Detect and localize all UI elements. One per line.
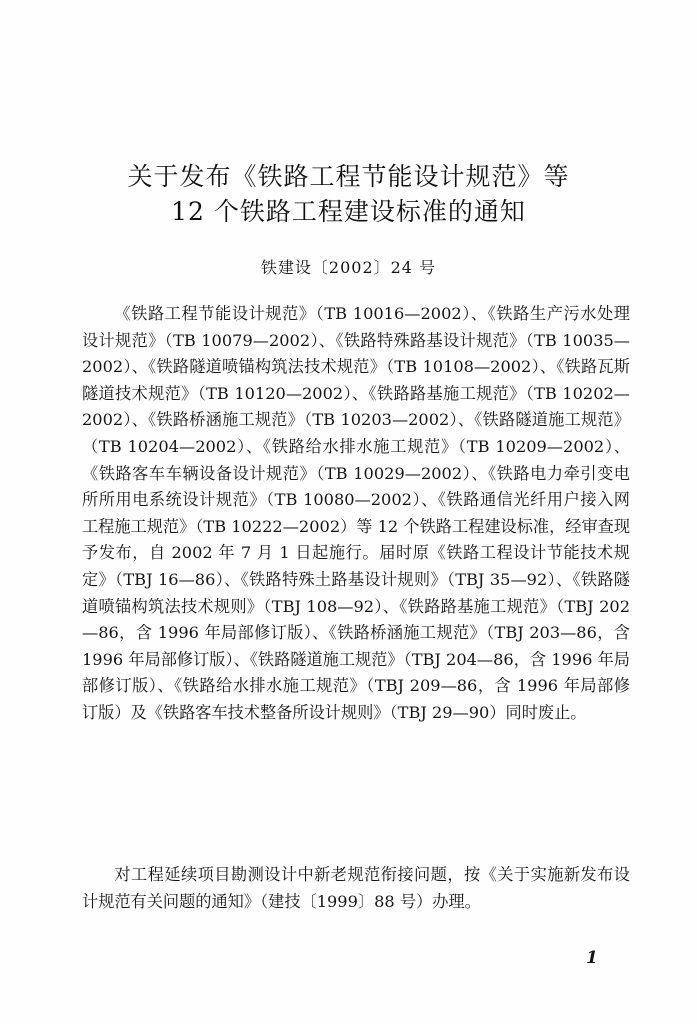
body-paragraph-1: 《铁路工程节能设计规范》（TB 10016—2002）、《铁路生产污水处理设计规范》（TB 10079—2002）、《铁路特殊路基设计规范》（TB 10035—2002）、《铁路隧道喷锚构筑法技术规范》（TB 10108—2002）、《铁路瓦斯隧道技术规范》（TB 10120—2002）、《铁路路基施工规范》（TB 10202—2002）、《铁路桥涵施工规范》（TB 10203—2002）、《铁路隧道施工规范》（TB 10204—2002）、《铁路给水排水施工规范》（TB 10209—2002）、《铁路客车车辆设备设计规范》（TB 10029—2002）、《铁路电力牵引变电所所用电系统设计规范》（TB 10080—2002）、《铁路通信光纤用户接入网工程施工规范》（TB 10222—2002）等 12 个铁路工程建设标准，经审查现予发布，自 2002 年 7 月 1 日起施行。届时原《铁路工程设计节能技术规定》（TBJ 16—86）、《铁路特殊土路基设计规则》（TBJ 35—92）、《铁路隧道喷锚构筑法技术规则》（TBJ 108—92）、《铁路路基施工规范》（TBJ 202—86，含 1996 年局部修订版）、《铁路桥涵施工规范》（TBJ 203—86，含 1996 年局部修订版）、《铁路隧道施工规范》（TBJ 204—86，含 1996 年局部修订版）、《铁路给水排水施工规范》（TBJ 209—86，含 1996 年局部修订版）及《铁路客车技术整备所设计规则》（TBJ 29—90）同时废止。 — [82, 304, 631, 722]
body-paragraph-2: 对工程延续项目勘测设计中新老规范衔接问题，按《关于实施新发布设计规范有关问题的通知》（建技〔1999〕88 号）办理。 — [82, 865, 630, 911]
document-title-line-2: 12 个铁路工程建设标准的通知 — [171, 197, 526, 226]
page-number: 1 — [586, 948, 598, 968]
document-title-line-1: 关于发布《铁路工程节能设计规范》等 — [127, 162, 570, 191]
document-number: 铁建设〔2002〕24 号 — [260, 258, 437, 277]
